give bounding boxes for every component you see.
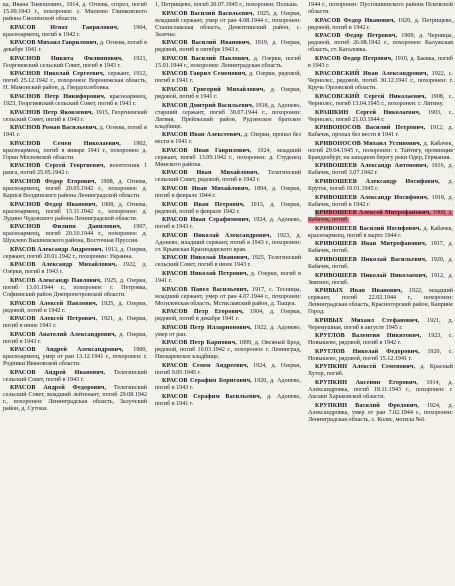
entry-details: 1919, д. Озерки, рядовой, погиб в октябре 1943 г.	[155, 40, 301, 54]
entry-details: 1908, с. Чернолес, погиб 13.04.1945 г., похоронен: г. Литину.	[308, 93, 453, 107]
entry-surname: КРАСНОВ Петр Никифорович,	[10, 93, 106, 100]
memorial-entry	[308, 226, 453, 240]
entry-details: д. Огнева, погиб в 1941 г.	[3, 125, 147, 139]
memorial-entry	[308, 56, 453, 70]
entry-details: 1924, д. Озерки, погиб 9.05.1945 г.	[155, 362, 301, 376]
column-2	[155, 2, 301, 584]
entry-surname: КРАСОВ Иван Михайлович,	[162, 170, 260, 177]
entry-details: 1925, Телегинский сельский Совет, погиб в июле 1943 г.	[155, 255, 301, 269]
entry-details: д. Озерки, погиб в 1943 г.	[3, 331, 147, 345]
memorial-entry	[3, 316, 147, 330]
column-1	[3, 2, 147, 584]
memorial-entry	[155, 56, 301, 70]
memorial-entry	[155, 363, 301, 377]
memorial-entry	[155, 87, 301, 101]
entry-surname: КРАСОВСКИЙ Иван Александрович,	[315, 71, 429, 78]
entry-surname: КРАСНОВ Петр Яковлевич,	[10, 109, 94, 116]
entry-details: д. Озерки, рядовой, погиб в 1941 г.	[155, 71, 301, 85]
memorial-entry	[3, 301, 147, 315]
entry-surname: КРАСОВ Федор Петрович,	[315, 55, 393, 62]
entry-details: Телегинский сельский Совет, погиб в 1943 г.	[3, 369, 147, 383]
entry-details: д. Крутое, погиб 10.01.1945 г.	[308, 178, 453, 192]
memorial-entry	[3, 110, 147, 124]
entry-surname: КРИВЫХ Михаил Стефанович,	[315, 317, 420, 324]
entry-surname: КРАСНОВ Роман Васильевич,	[10, 125, 98, 132]
memorial-entry	[308, 71, 453, 92]
entry-surname: КРАСОВ Андрей Иванович,	[10, 369, 106, 376]
memorial-entry	[155, 217, 301, 231]
memorial-entry	[308, 380, 453, 401]
entry-details: 1914, д. Александровка, погиб 18.11.1943 г., похоронен: г. Аксаки Харьковской области.	[308, 380, 453, 401]
memorial-entry	[155, 202, 301, 216]
entry-details: 1921, д. Черемушная, погиб в августе 1945 г.	[308, 317, 453, 331]
memorial-entry	[308, 241, 453, 255]
memorial-entry	[308, 364, 453, 378]
entry-details: ка, Ивана Тимошович., 1914, д. Огнева, сгорел, погиб 15.09.1943 г., похоронен: с. Милеево Глинковского района Смоленской области.	[3, 2, 147, 22]
memorial-entry	[3, 224, 147, 245]
entry-details: 1921, Георгиевский сельский Совет, погиб в 1943 г.	[3, 55, 147, 69]
entry-surname: КРАСОВ Александр Андреевич,	[10, 246, 104, 253]
memorial-entry	[3, 278, 147, 299]
entry-details: д. Адонево, погиб в 1941 г.	[155, 394, 301, 408]
memorial-entry	[155, 233, 301, 254]
entry-details: 1920, д. Петрищево, рядовой, погиб в 1942 г.	[308, 17, 453, 31]
entry-details: 1907, красноармеец, погиб 20.10.1944 г., похоронен: д. Шуклево Вышневского района, Восточная Пруссия.	[3, 224, 147, 245]
entry-details: 1923, с. Новышево, рядовой, погиб в 1942 г.	[308, 333, 453, 347]
entry-details: 1903, с. Чернолес, погиб 21.03.1944 г.	[308, 109, 453, 123]
entry-surname: КРИВОНОСОВ Михаил Устинович,	[315, 140, 422, 147]
entry-surname: КРАСОВ Григорий Михайлович,	[162, 86, 266, 93]
entry-details: 1909, д. Черницы, рядовой, погиб 26.08.1942 г., похоронен: Калужская область, ст. Кагаловка.	[308, 33, 453, 54]
memorial-entry	[155, 132, 301, 146]
memorial-entry	[3, 332, 147, 346]
entry-details: 1918, д. Адонево, старший сержант, погиб 30.07.1944 г., похоронен: Латвия, Прейльский район, Рудзенское братское кладбище.	[155, 102, 301, 130]
memorial-entry	[155, 394, 301, 408]
entry-surname: КРУПКИН Василий Фролович,	[315, 402, 419, 409]
entry-details: 1917, д. Кабачек, погиб.	[308, 241, 453, 255]
memorial-entry	[308, 403, 453, 424]
memorial-entry	[308, 210, 453, 224]
entry-details: 1894, д. Озерки, погиб в феврале 1944 г.	[155, 185, 301, 199]
entry-surname: КРАСОВ Андрей Александрович,	[10, 347, 124, 354]
entry-details: д. Кабачек, красноармеец, погиб в марте 1944 г.	[308, 225, 453, 239]
entry-details: 1910, д. Баевка, погиб в 1943 г.	[308, 55, 453, 69]
entry-surname: КРУПКИН Аксенин Егорович,	[315, 380, 419, 387]
memorial-entry	[3, 71, 147, 92]
entry-details: 1915, Георгиевский сельский Совет, погиб в 1943 г.	[3, 109, 147, 123]
entry-surname: КРАСНОВ Семен Николаевич,	[10, 140, 121, 147]
memorial-entry	[155, 71, 301, 85]
entry-surname: КРАСОВ Алексей Павлович,	[10, 300, 98, 307]
entry-surname: КРАСОВ Николай Иванович,	[162, 255, 250, 262]
entry-details: 1899, д. Овсяный Брод, рядовой, погиб 10.03.1942 г., похоронен: г. Ленинград, Пискаревское кладбище.	[155, 340, 301, 361]
entry-details: Телегинский сельский Совет, рядовой, погиб в 1942 г.	[155, 170, 301, 184]
entry-surname: КРАСОВ Андрей Федорович,	[10, 385, 107, 392]
memorial-entry	[3, 247, 147, 261]
entry-surname: КРАСОВ Николай Петрович,	[162, 270, 249, 277]
entry-details: 1913, д. Озерки, рядовой, погиб в феврале 1942 г.	[155, 201, 301, 215]
entry-surname: КРАШКИН Сергей Николаевич,	[315, 109, 421, 116]
entry-details: 1944 г., похоронен: Пустошкинского района Псковской области.	[308, 2, 453, 15]
entry-details: 1902, красноармеец, погиб в январе 1941 г., похоронен: д. Горки Московской области.	[3, 140, 147, 161]
entry-details: д. Озерки, пропал без вести в 1941 г.	[155, 132, 301, 146]
memorial-entry	[308, 94, 453, 108]
entry-surname: КРАСОВСКИЙ Сергей Николаевич,	[315, 93, 427, 100]
entry-details: 1912, д. Кабачек, пропал без вести в 1941 г.	[308, 125, 453, 139]
memorial-entry	[155, 103, 301, 131]
memorial-entry	[3, 125, 147, 139]
entry-surname: КРАСНОВ Филипп Данилович,	[10, 224, 122, 231]
entry-surname: КРАСОВ Гаврил Семенович,	[162, 71, 247, 78]
entry-details: 1908, д. Огнева, красноармеец, погиб 20.05.1942 г., похоронен: д. Карпся Волдинского района Ленинградской области.	[3, 178, 147, 199]
entry-details: 1922, д. Озерки, погиб в 1943 г.	[3, 262, 147, 276]
memorial-entry	[155, 340, 301, 361]
entry-details: 1916, д. Кабачек, погиб 3.07.1942 г.	[308, 163, 453, 177]
entry-surname: КРАСОВ Василий Павлович,	[162, 55, 251, 62]
entry-details: 1920, д. Адонево, погиб в 1943 г.	[155, 378, 301, 392]
memorial-entry	[3, 262, 147, 276]
entry-surname: КРАСОВ Дмитрий Васильевич,	[162, 102, 254, 109]
memorial-entry	[155, 309, 301, 323]
entry-details: 1921, д. Озерки, погиб в июне 1941 г.	[3, 316, 147, 330]
memorial-entry	[308, 333, 453, 347]
memorial-entry	[308, 179, 453, 193]
memorial-entry	[3, 141, 147, 162]
entry-surname: КРАСОВ Серафим Борисович,	[162, 378, 252, 385]
memorial-entry	[155, 148, 301, 169]
entry-surname: КРАСНОВ Федор Иванович,	[10, 201, 98, 208]
memorial-entry	[308, 141, 453, 162]
memorial-entry	[3, 94, 147, 108]
entry-surname: КРАСОВ Иван Михайлович,	[162, 185, 250, 192]
entry-surname: КРАСНОВ Сергей Георгиевич,	[10, 163, 106, 170]
entry-surname: КРАСОВ Иван Гаврилович,	[162, 147, 252, 154]
entry-continuation	[155, 2, 301, 9]
entry-surname: КРИВЫХ Иван Иванович,	[315, 288, 403, 295]
entry-surname: КРАСОВ Александр Павлович,	[10, 277, 102, 284]
memorial-entry	[155, 255, 301, 269]
memorial-entry	[308, 33, 453, 54]
entry-surname: КРИВОШЕЕВ Николай Васильевич,	[315, 256, 427, 263]
entry-continuation	[308, 2, 453, 16]
memorial-entry	[308, 288, 453, 316]
memorial-entry	[308, 195, 453, 209]
memorial-entry	[3, 370, 147, 384]
entry-details: 1904, д. Озерки, рядовой, погиб в декабре 1941 г.	[155, 309, 301, 323]
memorial-entry	[3, 163, 147, 177]
entry-details: д. Озерки, погиб 15.01.1944 г., похоронен: Ленинградская область.	[155, 55, 301, 69]
entry-details: 1922, младший сержант, погиб 22.02.1944 г., похоронен: Ленинградская область, Красногорский район, Каприне Город.	[308, 288, 453, 316]
memorial-entry	[308, 18, 453, 32]
entry-details: 1918, д. Кабачек, погиб в 1942 г.	[308, 194, 453, 208]
entry-surname: КРАСОВ Петр Карпович,	[162, 340, 237, 347]
entry-details: красноармеец, 1923, Георгиевский сельский Совет, погиб в 1943 г.	[3, 93, 147, 107]
entry-surname: КРАСОВ Серафим Васильевич,	[162, 394, 262, 401]
entry-surname: КРИВОШЕЕВ Алексей Митрофанович,	[315, 210, 431, 217]
entry-details: 1917, с. Тесницы, младший сержант, умер от ран 4.07.1944 г., похоронен: Могилевская область, Мстиславский район, д. Тыщеа.	[155, 286, 301, 307]
entry-details: воентехник 1 ранга, погиб 25.05.1942 г.	[3, 163, 147, 177]
entry-surname: КРАСОВ Алексей Петрович,	[10, 316, 98, 323]
memorial-entry	[3, 347, 147, 368]
entry-surname: КРИВОШЕЕВ Николай Николаевич,	[315, 272, 428, 279]
entry-details: 1924, д. Александровка, умер от ран 7.02.1944 г., похоронен: Ленинградская область, с. Коляс, могила №6.	[308, 402, 453, 423]
entry-details: 1923, д. Адонево, младший сержант, погиб в 1943 г., похоронен: ст. Крымская Краснодарского края.	[155, 232, 301, 253]
memorial-entry	[308, 273, 453, 287]
entry-surname: КРАСОВ Игнат Гаврилович,	[10, 24, 119, 31]
entry-details: сержант, 1912, погиб 25.12.1942 г., похоронен: Воронежская область, Н. Мамонский район, д. Гвердохлебовка.	[3, 71, 147, 92]
entry-surname: КРУГЛОВ Валентин Никитович,	[315, 333, 422, 340]
entry-surname: КРАСОВ Иван Серафимович,	[162, 217, 251, 224]
entry-details: 1913, д. Озерки, сержант, погиб 20.01.1942 г., похоронен: Украина.	[3, 246, 147, 260]
entry-details: 1922, с. Чернолес, рядовой, погиб 30.12.1941 г., похоронен: г. Кручь Орловской области.	[308, 71, 453, 92]
entry-surname: КРАСОВ Петр Егорович,	[162, 309, 244, 316]
entry-details: 1922, д. Адонево, умер от ран.	[155, 324, 301, 338]
entry-surname: КРАСОВ Петр Илларионович,	[162, 324, 252, 331]
entry-surname: КРУГЛОВ Николай Федорович,	[315, 348, 420, 355]
entry-details: 1, Петрищево, погиб 20.07.1945 г., похоронен: Польша.	[155, 2, 299, 8]
memorial-entry	[308, 125, 453, 139]
memorial-entry	[3, 202, 147, 223]
memorial-entry	[155, 325, 301, 339]
entry-surname: КРАСОВ Иван Алексеевич,	[162, 132, 243, 139]
entry-details: 1900, красноармеец, умер от ран 13.12.1941 г., похоронен: г. Родники Ивановской области.	[3, 347, 147, 368]
entry-details: Телегинский сельский Совет, младший лейтенант, погиб 29.08.1942 г., похоронен: Ленинградская область, Залучский район, д. Сутоки.	[3, 385, 147, 413]
memorial-entry	[308, 110, 453, 124]
memorial-entry	[155, 287, 301, 308]
memorial-entry	[155, 186, 301, 200]
entry-surname: КРИВОШЕЕВ Александр Антонович,	[315, 163, 429, 170]
entry-surname: КРАСОВ Иван Петрович,	[162, 201, 245, 208]
entry-details: 1920, д. Кабачек, погиб.	[308, 256, 453, 270]
entry-details: 1904, красноармеец, погиб в 1942 г.	[3, 24, 147, 38]
entry-details: 1925, д. Озерки, погиб 13.01.1944 г., похоронен: г. Петровка, Софиевский район Днепропетровской области.	[3, 277, 147, 298]
entry-surname: КРАСНОВ Никита Филиппович,	[10, 55, 123, 62]
entry-details: д. Озерки, рядовой, погиб в 1941 г.	[155, 86, 301, 100]
entry-details: д. Кабачек, погиб 29.04.1945 г., похоронен: г. Тайтигу, провинция Бранденбург, на западном берегу реки Одер, Германия.	[308, 140, 453, 161]
entry-details: д. Озерки, погиб в 1941 г.	[155, 270, 301, 284]
entry-surname: КРАСОВ Федор Петрович,	[315, 33, 398, 40]
entry-details: 1925, д. Озерки, младший сержант, умер от ран 4.08.1944 г., похоронен: Станиславская область, Дементинский район, с. Залечье.	[155, 10, 301, 38]
entry-details: 1924, младший сержант, погиб 13.09.1942 г., похоронен: д. Студенец Минского района.	[155, 147, 301, 168]
entry-surname: КРИВОШЕЕВ Александр Иосифович,	[315, 178, 440, 185]
entry-surname: КРАСОВ Павел Васильевич,	[162, 286, 249, 293]
entry-surname: КРИВОШЕЕВ Иван Митрофанович,	[315, 241, 427, 248]
entry-surname: КРАСОВ Михаил Гаврилович,	[10, 40, 99, 47]
memorial-entry	[155, 378, 301, 392]
entry-details: 1920, с. Новышево, рядовой, погиб 15.12.1941 г.	[308, 348, 453, 362]
memorial-entry	[155, 40, 301, 54]
memorial-entry	[3, 56, 147, 70]
entry-surname: КРАСОВ Василий Васильевич,	[162, 10, 255, 17]
entry-surname: КРАСНОВ Федор Егорович,	[10, 178, 97, 185]
entry-details: 1925, д. Озерки, рядовой, погиб в 1942 г.	[3, 300, 147, 314]
memorial-entry	[308, 257, 453, 271]
entry-continuation	[3, 2, 147, 23]
entry-surname: КРАСОВ Александр Михайлович,	[10, 262, 118, 269]
entry-surname: КРАСОВ Анатолий Александрович,	[10, 331, 117, 338]
memorial-entry	[308, 163, 453, 177]
entry-surname: КРАСОВ Николай Александрович,	[162, 232, 272, 239]
memorial-entry	[155, 271, 301, 285]
entry-details: 1908, д. Кабачек, погиб.	[308, 210, 453, 224]
entry-surname: КРУПКИН Алексей Семенович,	[315, 364, 416, 371]
entry-details: 1924, д. Адонево, погиб в 1943 г.	[155, 217, 301, 231]
memorial-entry	[155, 170, 301, 184]
entry-surname: КРАСОВ Василий Иванович,	[162, 40, 251, 47]
entry-details: 1912, д. Звягино, погиб.	[308, 272, 453, 286]
entry-details: д. Огнева, погиб в декабре 1941 г.	[3, 40, 147, 54]
entry-surname: КРАСОВ Федор Иванович,	[315, 17, 396, 24]
memorial-entry	[3, 25, 147, 39]
memorial-entry	[3, 385, 147, 413]
entry-surname: КРИВОШЕЕВ Василий Иосифович,	[315, 225, 422, 232]
memorial-entry	[308, 318, 453, 332]
memorial-entry	[3, 40, 147, 54]
entry-surname: КРИВОШЕЕВ Александр Иосифович,	[315, 194, 429, 201]
entry-details: д. Красный Хутор, погиб.	[308, 364, 453, 378]
entry-surname: КРИВОНОСОВ Василий Петрович,	[315, 125, 426, 132]
entry-surname: КРАСОВ Семен Андреевич,	[162, 362, 249, 369]
entry-surname: КРАСНОВ Николай Сергеевич,	[10, 71, 105, 78]
column-3	[308, 2, 453, 584]
memorial-entry	[3, 179, 147, 200]
entry-details: 1908, д. Огнева, красноармеец, погиб 13.11.1942 г., похоронен: д. Лудино Чудовского района Ленинградской области.	[3, 201, 147, 222]
memorial-entry	[308, 349, 453, 363]
memorial-entry	[155, 11, 301, 39]
